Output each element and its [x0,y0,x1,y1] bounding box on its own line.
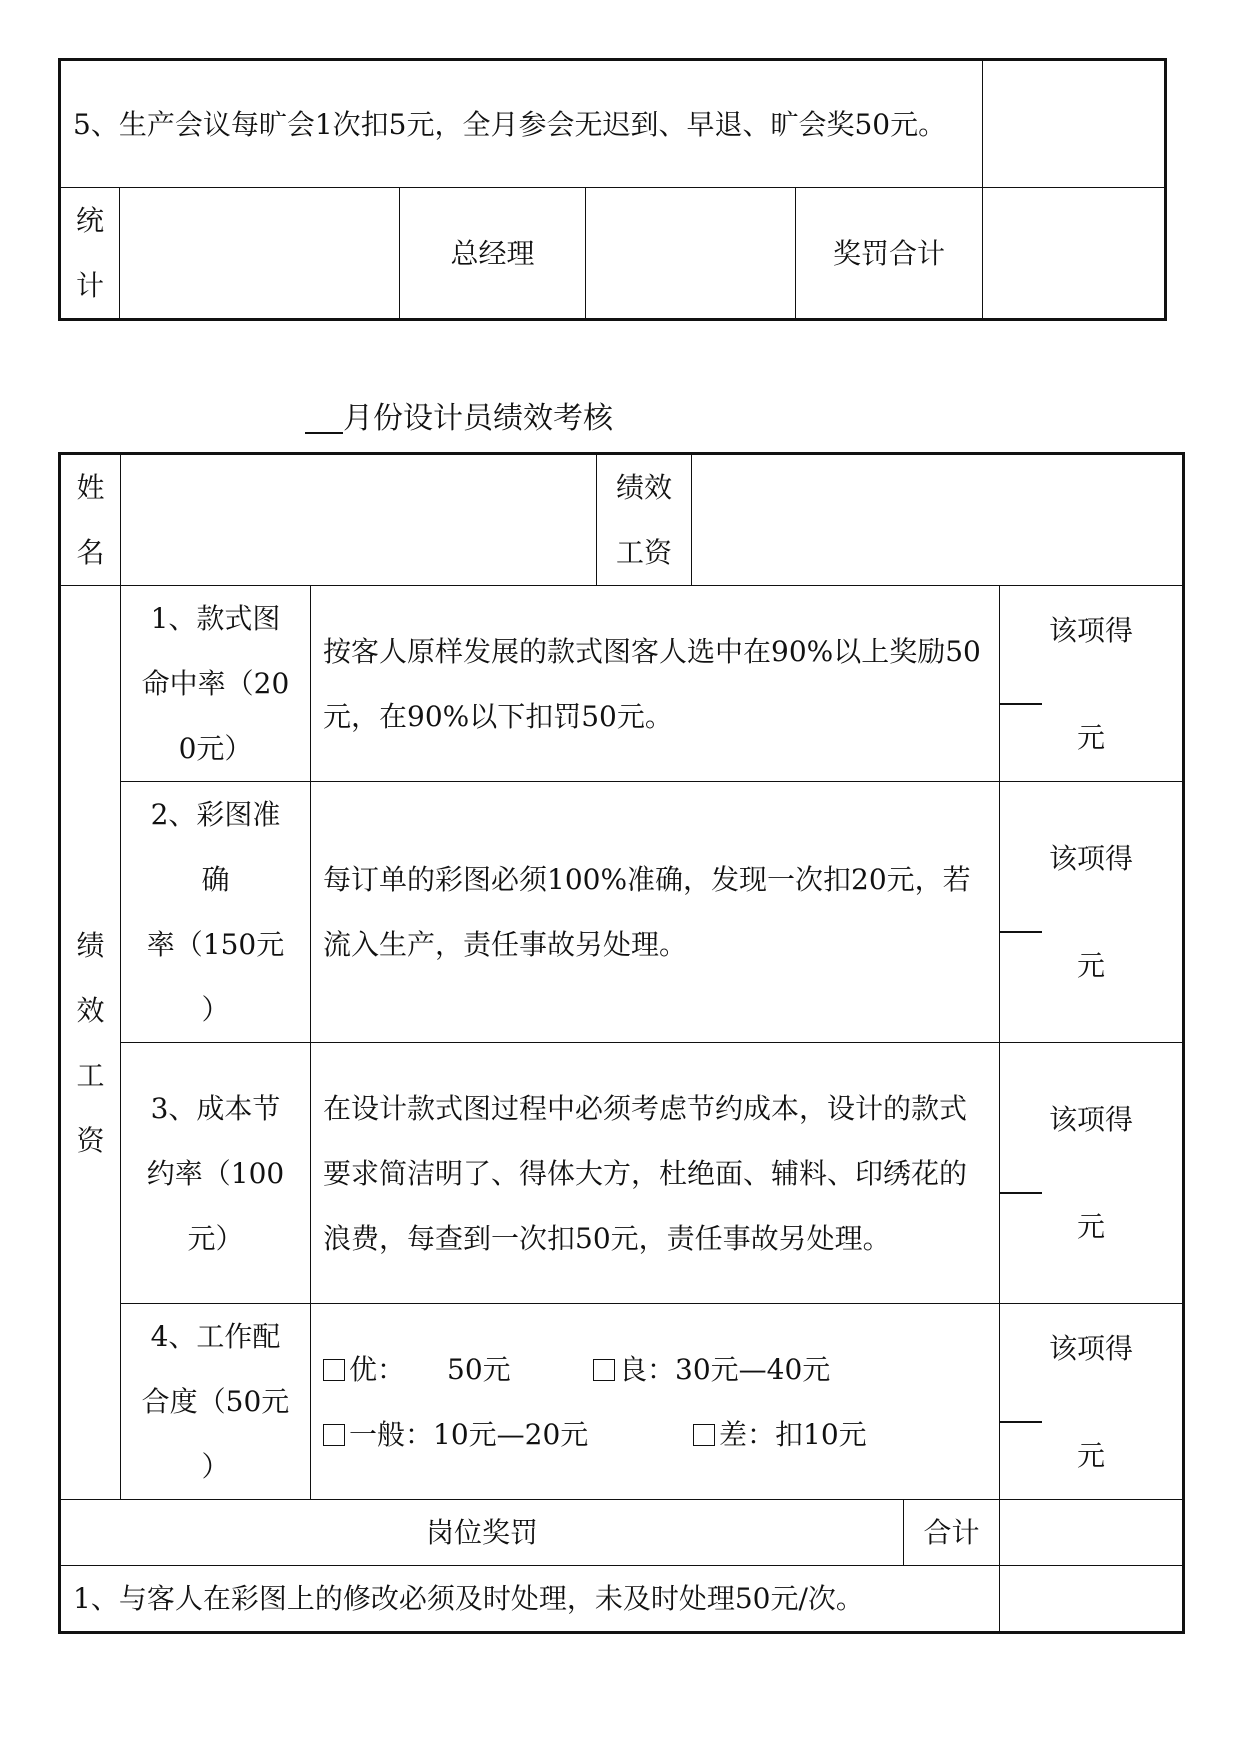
month-blank [305,392,343,434]
gm-value-cell [586,188,796,320]
item-options-cell [311,1304,1000,1500]
item-name-cell [121,1304,311,1500]
name-label-cell [60,454,121,586]
section-label-char: 绩 [76,928,105,962]
perf-pay-label-line: 绩效 [615,471,672,504]
score-blank [1000,891,1042,933]
total-label-cell [796,188,983,320]
option-good[interactable] [593,1337,830,1402]
option-excellent[interactable] [323,1337,593,1402]
designer-performance-table [58,452,1185,1634]
prev-table [58,58,1167,321]
post-reward-label-cell [60,1500,904,1566]
sum-label-cell [904,1500,1000,1566]
item-name-line: 1、款式图 [150,602,281,635]
item-desc: 每订单的彩图必须100%准确，发现一次扣20元，若流入生产，责任事故另处理。 [323,863,971,961]
score-blank [1000,1152,1042,1194]
stat-label-cell [60,188,120,320]
item-score-cell [1000,1043,1184,1304]
rule-5-text: 5、生产会议每旷会1次扣5元，全月参会无迟到、早退、旷会奖50元。 [73,107,947,141]
total-value-cell [983,188,1166,320]
option-label: 良：30元—40元 [619,1352,831,1386]
form-title-text: 月份设计员绩效考核 [343,401,613,436]
sum-label: 合计 [923,1516,980,1549]
item-name-cell [121,586,311,782]
stat-label-char: 统 [75,204,104,237]
option-average[interactable] [323,1402,693,1467]
checkbox-icon[interactable] [593,1359,615,1381]
score-label: 该项得 [1049,1103,1134,1136]
item-name-line: 3、成本节 [150,1091,281,1125]
checkbox-icon[interactable] [323,1359,345,1381]
score-amount [1000,1381,1182,1488]
yuan-unit: 元 [1077,720,1106,754]
section-label-char: 资 [76,1123,105,1157]
post-reward-label: 岗位奖罚 [425,1516,538,1549]
item-name-line: 确 [201,863,230,896]
section-label-char: 效 [76,993,105,1027]
score-amount [1000,891,1182,998]
perf-pay-value-cell [692,454,1184,586]
item-name-line: 4、工作配 [150,1320,281,1353]
name-label-char: 姓 [76,471,105,504]
section-label-char: 工 [76,1058,105,1092]
item-name-line: ） [201,1450,230,1483]
item-desc-cell [311,782,1000,1043]
score-blank [1000,1381,1042,1423]
perf-pay-label-line: 工资 [615,536,672,569]
rule-5-score-cell [983,60,1166,188]
post-rule-1-cell [60,1566,1000,1633]
name-value-cell [121,454,597,586]
item-desc: 在设计款式图过程中必须考虑节约成本，设计的款式要求简洁明了、得体大方，杜绝面、辅料、印绣花的浪费，每查到一次扣50元，责任事故另处理。 [323,1091,968,1255]
option-label: 优： 50元 [349,1352,511,1386]
form-title [305,392,613,442]
item-name-line: 0元） [178,732,253,765]
rule-5-cell [60,60,983,188]
gm-label: 总经理 [450,236,535,270]
item-name-line: ） [201,993,230,1026]
score-amount [1000,663,1182,770]
item-name-line: 2、彩图准 [150,798,281,831]
section-label-cell [60,586,121,1500]
item-score-cell [1000,782,1184,1043]
stat-label-char: 计 [75,269,104,302]
item-name-line: 命中率（20 [141,667,290,700]
item-score-cell [1000,586,1184,782]
score-label: 该项得 [1049,1331,1134,1365]
checkbox-icon[interactable] [693,1424,715,1446]
post-rule-1-text: 1、与客人在彩图上的修改必须及时处理，未及时处理50元/次。 [73,1582,864,1615]
option-poor[interactable] [693,1402,867,1467]
stat-value-cell [120,188,400,320]
score-blank [1000,663,1042,705]
item-score-cell [1000,1304,1184,1500]
item-desc-cell [311,1043,1000,1304]
item-name-cell [121,782,311,1043]
perf-pay-label-cell [597,454,692,586]
item-name-line: 约率（100 [146,1156,285,1190]
yuan-unit: 元 [1077,949,1106,982]
score-label: 该项得 [1049,842,1134,875]
option-label: 一般：10元—20元 [349,1417,589,1451]
item-desc-cell [311,586,1000,782]
score-label: 该项得 [1049,613,1134,647]
post-rule-1-score-cell [1000,1566,1184,1633]
yuan-unit: 元 [1077,1210,1106,1243]
item-name-line: 合度（50元 [141,1385,290,1418]
sum-value-cell [1000,1500,1184,1566]
total-label: 奖罚合计 [833,236,946,270]
gm-label-cell [400,188,586,320]
item-desc: 按客人原样发展的款式图客人选中在90%以上奖励50元，在90%以下扣罚50元。 [323,634,981,733]
item-name-line: 率（150元 [146,928,285,961]
option-label: 差：扣10元 [719,1417,867,1451]
checkbox-icon[interactable] [323,1424,345,1446]
item-name-cell [121,1043,311,1304]
name-label-char: 名 [76,536,105,569]
item-name-line: 元） [187,1221,244,1255]
yuan-unit: 元 [1077,1438,1106,1472]
score-amount [1000,1152,1182,1259]
